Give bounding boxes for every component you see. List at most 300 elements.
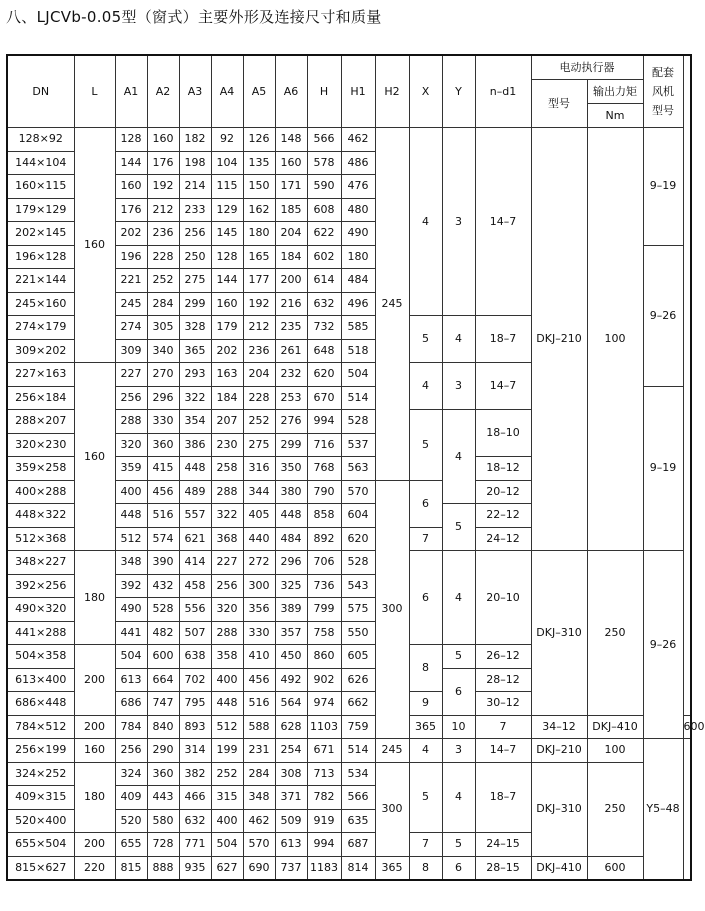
cell-h: 768 bbox=[307, 457, 341, 481]
cell-a6: 160 bbox=[275, 151, 307, 175]
cell-a4: 227 bbox=[211, 551, 243, 575]
cell-l: 180 bbox=[74, 762, 115, 833]
cell-nd1: 14–7 bbox=[475, 363, 531, 410]
cell-fan: 9–26 bbox=[643, 551, 683, 739]
cell-a2: 360 bbox=[147, 762, 179, 786]
header-nd1: n–d1 bbox=[475, 55, 531, 128]
cell-dn: 409×315 bbox=[7, 786, 74, 810]
cell-h2: 245 bbox=[375, 128, 409, 481]
cell-x: 5 bbox=[409, 762, 442, 833]
cell-h1: 759 bbox=[341, 715, 375, 739]
table-row bbox=[7, 128, 691, 152]
cell-h: 919 bbox=[307, 809, 341, 833]
cell-a6: 276 bbox=[275, 410, 307, 434]
cell-h: 994 bbox=[307, 833, 341, 857]
cell-a3: 365 bbox=[179, 339, 211, 363]
cell-a2: 160 bbox=[147, 128, 179, 152]
cell-a1: 448 bbox=[115, 504, 147, 528]
cell-a6: 185 bbox=[275, 198, 307, 222]
cell-model: DKJ–210 bbox=[531, 739, 587, 763]
cell-a6: 350 bbox=[275, 457, 307, 481]
cell-a2: 664 bbox=[147, 668, 179, 692]
cell-nd1: 28–15 bbox=[475, 856, 531, 880]
cell-a2: 236 bbox=[147, 222, 179, 246]
cell-a6: 737 bbox=[275, 856, 307, 880]
cell-h1: 687 bbox=[341, 833, 375, 857]
cell-a6: 450 bbox=[275, 645, 307, 669]
cell-h1: 635 bbox=[341, 809, 375, 833]
cell-a5: 162 bbox=[243, 198, 275, 222]
cell-a3: 771 bbox=[179, 833, 211, 857]
cell-dn: 784×512 bbox=[7, 715, 74, 739]
cell-a2: 176 bbox=[147, 151, 179, 175]
cell-a6: 492 bbox=[275, 668, 307, 692]
cell-h1: 550 bbox=[341, 621, 375, 645]
cell-a2: 228 bbox=[147, 245, 179, 269]
cell-a2: 360 bbox=[147, 433, 179, 457]
cell-a4: 104 bbox=[211, 151, 243, 175]
cell-h2: 300 bbox=[375, 762, 409, 856]
cell-a5: 440 bbox=[243, 527, 275, 551]
cell-l: 200 bbox=[74, 833, 115, 857]
cell-a2: 600 bbox=[147, 645, 179, 669]
cell-dn: 400×288 bbox=[7, 480, 74, 504]
cell-a5: 570 bbox=[243, 833, 275, 857]
cell-l: 160 bbox=[74, 739, 115, 763]
cell-h: 578 bbox=[307, 151, 341, 175]
cell-dn: 144×104 bbox=[7, 151, 74, 175]
cell-h: 736 bbox=[307, 574, 341, 598]
cell-nd1: 18–7 bbox=[475, 316, 531, 363]
cell-a1: 324 bbox=[115, 762, 147, 786]
cell-h: 632 bbox=[307, 292, 341, 316]
cell-a5: 275 bbox=[243, 433, 275, 457]
cell-h2: 245 bbox=[375, 739, 409, 763]
cell-y: 4 bbox=[442, 762, 475, 833]
cell-y: 3 bbox=[442, 739, 475, 763]
cell-fan: 9–19 bbox=[643, 128, 683, 246]
cell-a6: 253 bbox=[275, 386, 307, 410]
cell-a5: 165 bbox=[243, 245, 275, 269]
cell-a6: 216 bbox=[275, 292, 307, 316]
cell-h: 608 bbox=[307, 198, 341, 222]
header-a4: A4 bbox=[211, 55, 243, 128]
cell-a3: 299 bbox=[179, 292, 211, 316]
cell-a3: 382 bbox=[179, 762, 211, 786]
cell-x: 7 bbox=[409, 527, 442, 551]
cell-a5: 135 bbox=[243, 151, 275, 175]
cell-a3: 322 bbox=[179, 386, 211, 410]
cell-a3: 354 bbox=[179, 410, 211, 434]
cell-a1: 504 bbox=[115, 645, 147, 669]
cell-h1: 486 bbox=[341, 151, 375, 175]
cell-a5: 456 bbox=[243, 668, 275, 692]
header-a6: A6 bbox=[275, 55, 307, 128]
cell-h2: 365 bbox=[375, 856, 409, 880]
table-row bbox=[7, 762, 691, 786]
cell-torque: 250 bbox=[587, 762, 643, 856]
cell-l: 160 bbox=[74, 128, 115, 363]
cell-a3: 893 bbox=[179, 715, 211, 739]
cell-h1: 518 bbox=[341, 339, 375, 363]
cell-h1: 814 bbox=[341, 856, 375, 880]
cell-h: 974 bbox=[307, 692, 341, 716]
cell-a4: 288 bbox=[211, 480, 243, 504]
cell-h1: 620 bbox=[341, 527, 375, 551]
cell-a3: 250 bbox=[179, 245, 211, 269]
table-row bbox=[7, 715, 691, 739]
cell-h: 648 bbox=[307, 339, 341, 363]
cell-x: 5 bbox=[409, 410, 442, 481]
cell-nd1: 18–10 bbox=[475, 410, 531, 457]
cell-a2: 270 bbox=[147, 363, 179, 387]
cell-a5: 252 bbox=[243, 410, 275, 434]
cell-a4: 627 bbox=[211, 856, 243, 880]
cell-a3: 386 bbox=[179, 433, 211, 457]
cell-a5: 192 bbox=[243, 292, 275, 316]
cell-a4: 163 bbox=[211, 363, 243, 387]
cell-a4: 230 bbox=[211, 433, 243, 457]
cell-a5: 348 bbox=[243, 786, 275, 810]
cell-nd1: 30–12 bbox=[475, 692, 531, 716]
cell-dn: 202×145 bbox=[7, 222, 74, 246]
cell-torque: 250 bbox=[587, 551, 643, 716]
cell-x: 6 bbox=[409, 480, 442, 527]
cell-a6: 232 bbox=[275, 363, 307, 387]
cell-a2: 415 bbox=[147, 457, 179, 481]
cell-a1: 400 bbox=[115, 480, 147, 504]
cell-model: DKJ–310 bbox=[531, 551, 587, 716]
table-row bbox=[7, 856, 691, 880]
cell-a4: 504 bbox=[211, 833, 243, 857]
cell-h1: 490 bbox=[341, 222, 375, 246]
cell-a2: 580 bbox=[147, 809, 179, 833]
cell-nd1: 22–12 bbox=[475, 504, 531, 528]
cell-y: 4 bbox=[442, 551, 475, 645]
cell-a6: 261 bbox=[275, 339, 307, 363]
cell-a5: 177 bbox=[243, 269, 275, 293]
cell-model: DKJ–410 bbox=[531, 856, 587, 880]
cell-a6: 200 bbox=[275, 269, 307, 293]
cell-h1: 496 bbox=[341, 292, 375, 316]
cell-y: 6 bbox=[442, 856, 475, 880]
cell-model: DKJ–210 bbox=[531, 128, 587, 551]
cell-h1: 604 bbox=[341, 504, 375, 528]
cell-a2: 192 bbox=[147, 175, 179, 199]
cell-h: 713 bbox=[307, 762, 341, 786]
cell-dn: 686×448 bbox=[7, 692, 74, 716]
cell-a2: 284 bbox=[147, 292, 179, 316]
cell-nd1: 26–12 bbox=[475, 645, 531, 669]
cell-a5: 588 bbox=[243, 715, 275, 739]
cell-fan: 9–19 bbox=[643, 386, 683, 551]
cell-a5: 690 bbox=[243, 856, 275, 880]
cell-a6: 148 bbox=[275, 128, 307, 152]
cell-a1: 245 bbox=[115, 292, 147, 316]
cell-dn: 320×230 bbox=[7, 433, 74, 457]
cell-x: 4 bbox=[409, 739, 442, 763]
cell-a3: 935 bbox=[179, 856, 211, 880]
header-dn: DN bbox=[7, 55, 74, 128]
cell-a5: 330 bbox=[243, 621, 275, 645]
cell-a1: 256 bbox=[115, 739, 147, 763]
cell-dn: 359×258 bbox=[7, 457, 74, 481]
cell-dn: 392×256 bbox=[7, 574, 74, 598]
cell-a5: 150 bbox=[243, 175, 275, 199]
cell-a2: 728 bbox=[147, 833, 179, 857]
cell-a5: 462 bbox=[243, 809, 275, 833]
header-y: Y bbox=[442, 55, 475, 128]
cell-h1: 662 bbox=[341, 692, 375, 716]
cell-h1: 563 bbox=[341, 457, 375, 481]
cell-h1: 476 bbox=[341, 175, 375, 199]
cell-a4: 320 bbox=[211, 598, 243, 622]
cell-a1: 409 bbox=[115, 786, 147, 810]
cell-a5: 284 bbox=[243, 762, 275, 786]
cell-h: 860 bbox=[307, 645, 341, 669]
cell-a4: 92 bbox=[211, 128, 243, 152]
cell-a3: 507 bbox=[179, 621, 211, 645]
cell-a4: 184 bbox=[211, 386, 243, 410]
cell-h1: 534 bbox=[341, 762, 375, 786]
cell-a3: 314 bbox=[179, 739, 211, 763]
cell-h: 590 bbox=[307, 175, 341, 199]
cell-dn: 324×252 bbox=[7, 762, 74, 786]
header-h1: H1 bbox=[341, 55, 375, 128]
cell-dn: 309×202 bbox=[7, 339, 74, 363]
cell-a4: 207 bbox=[211, 410, 243, 434]
cell-dn: 160×115 bbox=[7, 175, 74, 199]
cell-a6: 371 bbox=[275, 786, 307, 810]
cell-a1: 392 bbox=[115, 574, 147, 598]
cell-a6: 484 bbox=[275, 527, 307, 551]
cell-a2: 482 bbox=[147, 621, 179, 645]
cell-h: 566 bbox=[307, 128, 341, 152]
cell-dn: 490×320 bbox=[7, 598, 74, 622]
cell-torque: 100 bbox=[587, 739, 643, 763]
cell-a5: 236 bbox=[243, 339, 275, 363]
cell-h1: 570 bbox=[341, 480, 375, 504]
cell-h: 671 bbox=[307, 739, 341, 763]
cell-x: 8 bbox=[409, 856, 442, 880]
cell-a5: 300 bbox=[243, 574, 275, 598]
cell-a4: 315 bbox=[211, 786, 243, 810]
cell-a1: 274 bbox=[115, 316, 147, 340]
cell-a6: 204 bbox=[275, 222, 307, 246]
cell-dn: 448×322 bbox=[7, 504, 74, 528]
header-a2: A2 bbox=[147, 55, 179, 128]
cell-h1: 180 bbox=[341, 245, 375, 269]
cell-a1: 256 bbox=[115, 386, 147, 410]
cell-dn: 504×358 bbox=[7, 645, 74, 669]
cell-a4: 115 bbox=[211, 175, 243, 199]
cell-l: 180 bbox=[74, 551, 115, 645]
cell-model: DKJ–310 bbox=[531, 762, 587, 856]
cell-h: 732 bbox=[307, 316, 341, 340]
table-header bbox=[7, 55, 691, 128]
cell-a1: 441 bbox=[115, 621, 147, 645]
cell-a6: 357 bbox=[275, 621, 307, 645]
header-actuator: 电动执行器 bbox=[531, 55, 643, 80]
cell-h: 782 bbox=[307, 786, 341, 810]
cell-a3: 557 bbox=[179, 504, 211, 528]
cell-a5: 272 bbox=[243, 551, 275, 575]
cell-a3: 214 bbox=[179, 175, 211, 199]
header-fan bbox=[643, 55, 683, 128]
cell-h1: 528 bbox=[341, 551, 375, 575]
cell-h: 670 bbox=[307, 386, 341, 410]
cell-l: 220 bbox=[74, 856, 115, 880]
cell-h: 1103 bbox=[307, 715, 341, 739]
cell-a3: 466 bbox=[179, 786, 211, 810]
table-body bbox=[7, 128, 705, 881]
cell-a6: 509 bbox=[275, 809, 307, 833]
cell-dn: 245×160 bbox=[7, 292, 74, 316]
cell-h: 1183 bbox=[307, 856, 341, 880]
cell-a4: 368 bbox=[211, 527, 243, 551]
header-fan-line2: 风机 bbox=[652, 85, 674, 98]
cell-h: 716 bbox=[307, 433, 341, 457]
cell-a3: 621 bbox=[179, 527, 211, 551]
cell-a3: 489 bbox=[179, 480, 211, 504]
cell-a5: 204 bbox=[243, 363, 275, 387]
cell-h1: 528 bbox=[341, 410, 375, 434]
cell-a4: 144 bbox=[211, 269, 243, 293]
cell-nd1: 18–12 bbox=[475, 457, 531, 481]
cell-a4: 258 bbox=[211, 457, 243, 481]
cell-h: 790 bbox=[307, 480, 341, 504]
cell-h1: 575 bbox=[341, 598, 375, 622]
cell-l: 200 bbox=[74, 645, 115, 716]
cell-h: 758 bbox=[307, 621, 341, 645]
cell-a3: 256 bbox=[179, 222, 211, 246]
cell-a5: 180 bbox=[243, 222, 275, 246]
cell-a1: 613 bbox=[115, 668, 147, 692]
cell-nd1: 18–7 bbox=[475, 762, 531, 833]
cell-dn: 348×227 bbox=[7, 551, 74, 575]
cell-a3: 458 bbox=[179, 574, 211, 598]
header-h: H bbox=[307, 55, 341, 128]
cell-dn: 512×368 bbox=[7, 527, 74, 551]
cell-nd1: 20–12 bbox=[475, 480, 531, 504]
cell-h1: 605 bbox=[341, 645, 375, 669]
cell-a3: 293 bbox=[179, 363, 211, 387]
header-fan-line1: 配套 bbox=[652, 66, 674, 79]
cell-y: 5 bbox=[442, 504, 475, 551]
cell-h: 892 bbox=[307, 527, 341, 551]
table-row bbox=[7, 551, 691, 575]
cell-a2: 330 bbox=[147, 410, 179, 434]
cell-y: 7 bbox=[475, 715, 531, 739]
cell-a1: 348 bbox=[115, 551, 147, 575]
cell-a1: 784 bbox=[115, 715, 147, 739]
cell-a6: 380 bbox=[275, 480, 307, 504]
cell-a4: 256 bbox=[211, 574, 243, 598]
cell-h: 799 bbox=[307, 598, 341, 622]
cell-nd1: 20–10 bbox=[475, 551, 531, 645]
cell-a3: 556 bbox=[179, 598, 211, 622]
cell-dn: 441×288 bbox=[7, 621, 74, 645]
cell-a6: 389 bbox=[275, 598, 307, 622]
cell-a6: 296 bbox=[275, 551, 307, 575]
cell-h: 602 bbox=[307, 245, 341, 269]
cell-h1: 504 bbox=[341, 363, 375, 387]
cell-dn: 520×400 bbox=[7, 809, 74, 833]
cell-a6: 613 bbox=[275, 833, 307, 857]
cell-a6: 184 bbox=[275, 245, 307, 269]
cell-a5: 126 bbox=[243, 128, 275, 152]
cell-a6: 171 bbox=[275, 175, 307, 199]
cell-a2: 390 bbox=[147, 551, 179, 575]
cell-h1: 626 bbox=[341, 668, 375, 692]
cell-y: 3 bbox=[442, 128, 475, 316]
cell-dn: 274×179 bbox=[7, 316, 74, 340]
cell-a4: 448 bbox=[211, 692, 243, 716]
header-torque-line1: 输出力矩 bbox=[587, 80, 643, 104]
header-h2: H2 bbox=[375, 55, 409, 128]
cell-a4: 252 bbox=[211, 762, 243, 786]
cell-a2: 252 bbox=[147, 269, 179, 293]
cell-dn: 288×207 bbox=[7, 410, 74, 434]
cell-dn: 613×400 bbox=[7, 668, 74, 692]
page-title: 八、LJCVb-0.05型（窗式）主要外形及连接尺寸和质量 bbox=[6, 8, 382, 26]
header-a1: A1 bbox=[115, 55, 147, 128]
cell-a2: 888 bbox=[147, 856, 179, 880]
cell-x: 7 bbox=[409, 833, 442, 857]
cell-a1: 196 bbox=[115, 245, 147, 269]
cell-a2: 212 bbox=[147, 198, 179, 222]
cell-dn: 256×184 bbox=[7, 386, 74, 410]
cell-a5: 212 bbox=[243, 316, 275, 340]
cell-h1: 543 bbox=[341, 574, 375, 598]
cell-a4: 128 bbox=[211, 245, 243, 269]
cell-a6: 254 bbox=[275, 739, 307, 763]
cell-a4: 512 bbox=[211, 715, 243, 739]
cell-h: 994 bbox=[307, 410, 341, 434]
cell-a5: 231 bbox=[243, 739, 275, 763]
cell-a2: 443 bbox=[147, 786, 179, 810]
cell-l: 200 bbox=[74, 715, 115, 739]
cell-a2: 432 bbox=[147, 574, 179, 598]
cell-h1: 585 bbox=[341, 316, 375, 340]
cell-a1: 309 bbox=[115, 339, 147, 363]
cell-a1: 512 bbox=[115, 527, 147, 551]
cell-h1: 480 bbox=[341, 198, 375, 222]
cell-dn: 655×504 bbox=[7, 833, 74, 857]
cell-torque: 600 bbox=[683, 715, 691, 739]
cell-a3: 702 bbox=[179, 668, 211, 692]
header-torque-line2: Nm bbox=[587, 104, 643, 128]
cell-a3: 632 bbox=[179, 809, 211, 833]
cell-a2: 516 bbox=[147, 504, 179, 528]
cell-a6: 564 bbox=[275, 692, 307, 716]
cell-a4: 358 bbox=[211, 645, 243, 669]
cell-x: 8 bbox=[409, 645, 442, 692]
cell-a2: 340 bbox=[147, 339, 179, 363]
cell-a4: 160 bbox=[211, 292, 243, 316]
cell-dn: 227×163 bbox=[7, 363, 74, 387]
cell-h2: 300 bbox=[375, 480, 409, 739]
cell-a1: 202 bbox=[115, 222, 147, 246]
cell-x: 10 bbox=[442, 715, 475, 739]
cell-y: 4 bbox=[442, 410, 475, 504]
cell-a1: 320 bbox=[115, 433, 147, 457]
cell-a2: 290 bbox=[147, 739, 179, 763]
cell-fan: 9–26 bbox=[643, 245, 683, 386]
cell-a5: 344 bbox=[243, 480, 275, 504]
cell-a5: 356 bbox=[243, 598, 275, 622]
cell-h: 620 bbox=[307, 363, 341, 387]
